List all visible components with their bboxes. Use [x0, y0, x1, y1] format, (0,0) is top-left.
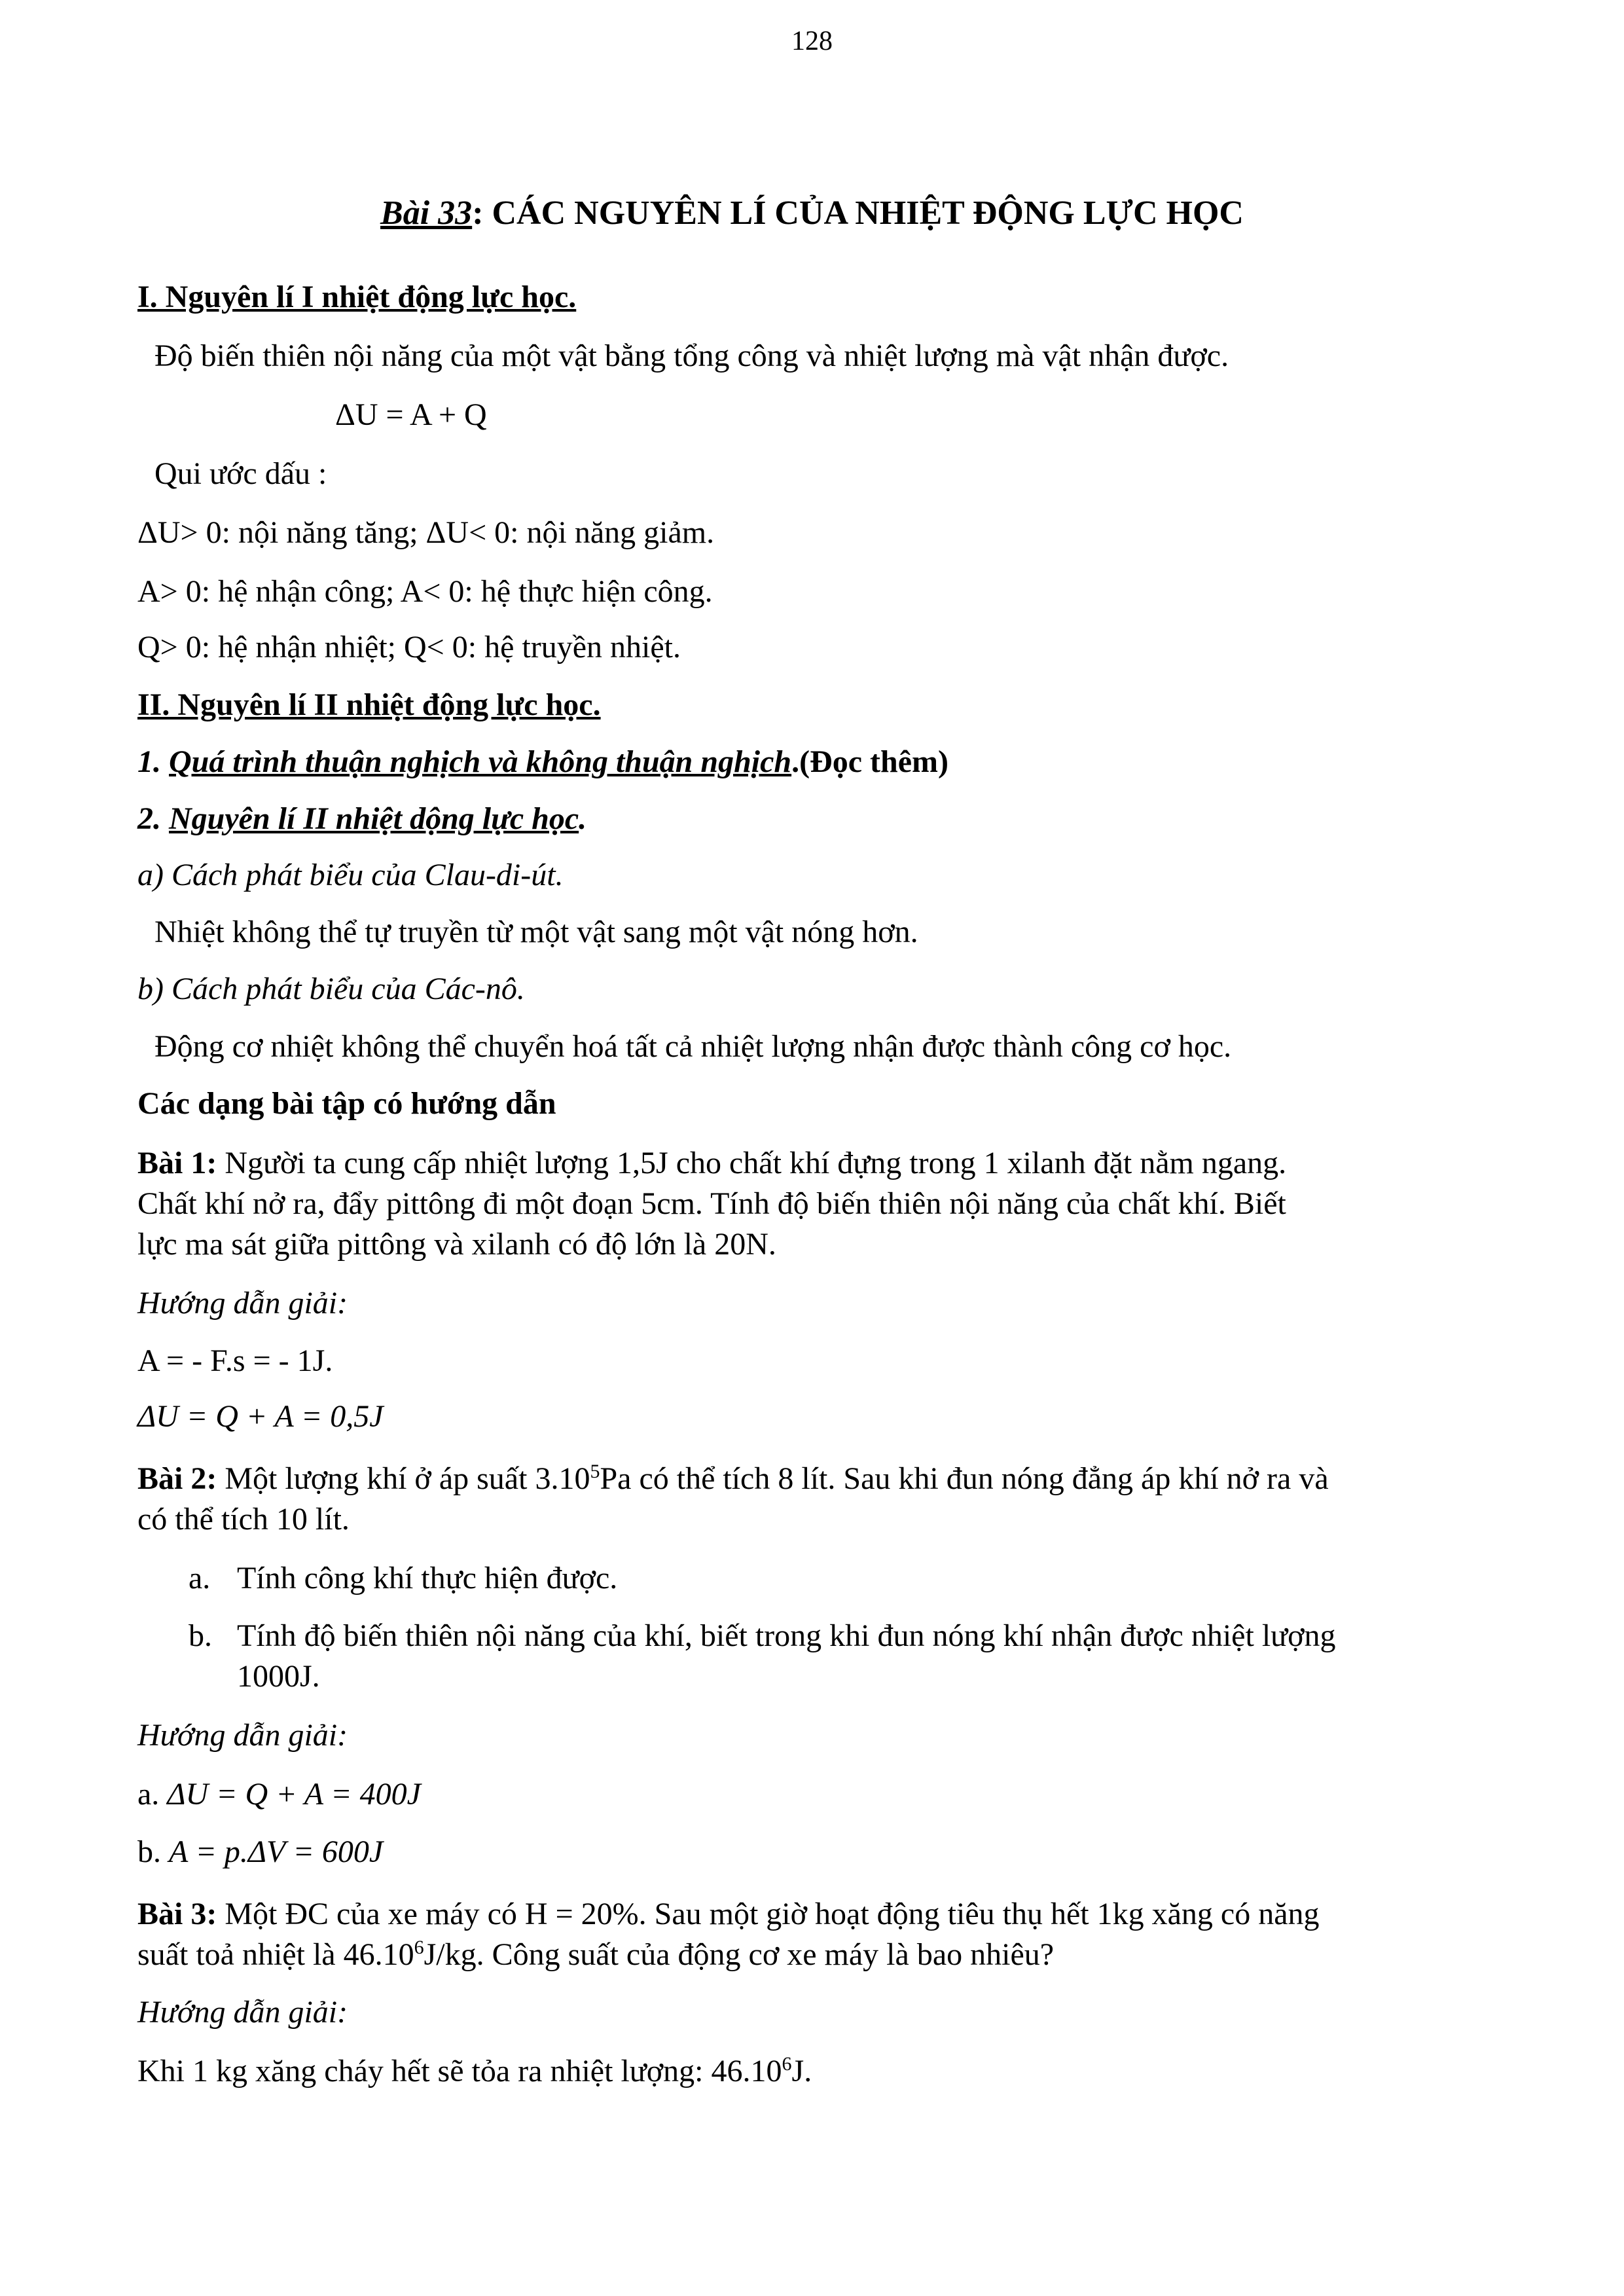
exercise2-label: Bài 2:: [137, 1461, 217, 1496]
exercises-heading: Các dạng bài tập có hướng dẫn: [137, 1086, 556, 1121]
subsection2-title: Nguyên lí II nhiệt dộng lực học: [169, 801, 579, 836]
exercise1-guide-label: Hướng dẫn giải:: [137, 1286, 348, 1321]
exercise2-guide-label: Hướng dẫn giải:: [137, 1718, 348, 1753]
exercise2-item-a: Tính công khí thực hiện được.: [237, 1561, 618, 1595]
exercise1-line2: Chất khí nở ra, đẩy pittông đi một đoạn 5cm. Tính độ biến thiên nội năng của chất khí. Biết: [137, 1186, 1286, 1221]
exercise3-label: Bài 3:: [137, 1897, 217, 1931]
carnot-statement: Động cơ nhiệt không thể chuyển hoá tất cả nhiệt lượng nhận được thành công cơ học.: [154, 1029, 1232, 1064]
exercise3-line2: suất toả nhiệt là 46.10$^6$J/kg. Công suất của động cơ xe máy là bao nhiêu?: [137, 1937, 1055, 1972]
exercise2-solution-b: b. A = p.ΔV = 600J: [137, 1834, 384, 1869]
section2-heading: II. Nguyên lí II nhiệt động lực học.: [137, 687, 601, 722]
exercise2-line2: có thể tích 10 lít.: [137, 1502, 350, 1537]
exercise1-solution-energy: ΔU = Q + A = 0,5J: [137, 1399, 384, 1434]
subsection1-note: .(Đọc thêm): [791, 744, 948, 779]
exercise1-line3: lực ma sát giữa pittông và xilanh có độ lớn là 20N.: [137, 1227, 776, 1262]
sign-rule-work: A> 0: hệ nhận công; A< 0: hệ thực hiện công.: [137, 574, 713, 609]
exercise2-solution-a: a. ΔU = Q + A = 400J: [137, 1777, 421, 1812]
exercise1-label: Bài 1:: [137, 1146, 217, 1180]
exercise1-solution-work: A = - F.s = - 1J.: [137, 1343, 333, 1378]
sign-rule-internal-energy: ΔU> 0: nội năng tăng; ΔU< 0: nội năng giảm.: [137, 515, 715, 550]
section1-heading: I. Nguyên lí I nhiệt động lực học.: [137, 280, 577, 314]
title-text: : CÁC NGUYÊN LÍ CỦA NHIỆT ĐỘNG LỰC HỌC: [472, 194, 1244, 232]
exercise2-item-b-line2: 1000J.: [237, 1659, 320, 1694]
sign-convention-label: Qui ước dấu :: [154, 456, 327, 491]
exercise2-item-a-mark: a.: [189, 1561, 211, 1595]
carnot-heading: b) Cách phát biểu của Các-nô.: [137, 972, 525, 1006]
section1-statement: Độ biến thiên nội năng của một vật bằng tổng công và nhiệt lượng mà vật nhận được.: [154, 338, 1229, 373]
exercise2-item-b-mark: b.: [189, 1618, 212, 1653]
subsection1-title: Quá trình thuận nghịch và không thuận nghịch: [169, 744, 792, 779]
exercise3-line1: Bài 3: Một ĐC của xe máy có H = 20%. Sau một giờ hoạt động tiêu thụ hết 1kg xăng có năng: [137, 1897, 1320, 1931]
clausius-heading: a) Cách phát biểu của Clau-di-út.: [137, 858, 564, 892]
subsection1-heading: 1. Quá trình thuận nghịch và không thuận nghịch.(Đọc thêm): [137, 744, 948, 779]
page-title: [0, 193, 1624, 234]
exercise2-item-b-line1: Tính độ biến thiên nội năng của khí, biết trong khi đun nóng khí nhận được nhiệt lượng: [237, 1618, 1336, 1653]
section1-formula: ΔU = A + Q: [335, 397, 487, 432]
lesson-label: Bài 33: [380, 194, 473, 232]
sign-rule-heat: Q> 0: hệ nhận nhiệt; Q< 0: hệ truyền nhiệt.: [137, 630, 681, 665]
exercise3-solution: Khi 1 kg xăng cháy hết sẽ tỏa ra nhiệt lượng: 46.10$^6$J.: [137, 2053, 812, 2088]
exercise2-line1: Bài 2: Một lượng khí ở áp suất 3.10$^5$Pa có thể tích 8 lít. Sau khi đun nóng đẳng áp khí nở ra và: [137, 1461, 1329, 1496]
exercise3-guide-label: Hướng dẫn giải:: [137, 1995, 348, 2030]
page-number: 128: [791, 26, 833, 56]
clausius-statement: Nhiệt không thể tự truyền từ một vật sang một vật nóng hơn.: [154, 915, 918, 949]
subsection2-heading: 2. Nguyên lí II nhiệt dộng lực học.: [137, 801, 587, 836]
exercise1-line1: Bài 1: Người ta cung cấp nhiệt lượng 1,5J cho chất khí đựng trong 1 xilanh đặt nằm ngang.: [137, 1146, 1287, 1180]
